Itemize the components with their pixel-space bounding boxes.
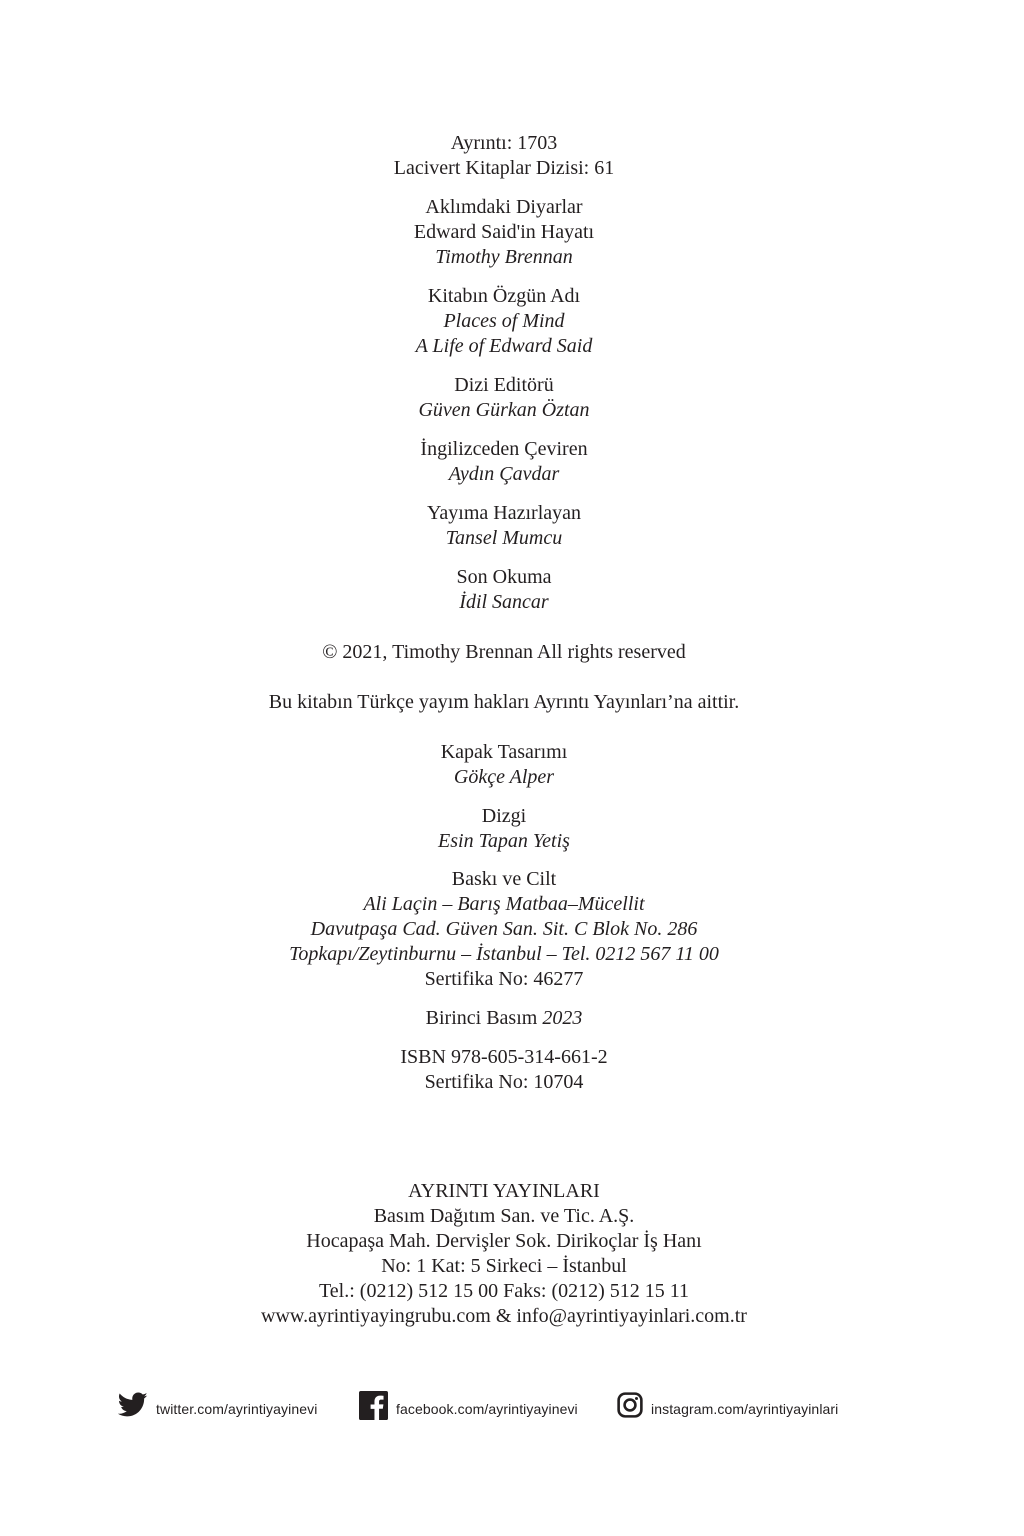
publisher-certificate: Sertifika No: 10704 [424, 1071, 584, 1093]
twitter-icon [118, 1392, 148, 1418]
publisher-web: www.ayrintiyayingrubu.com & info@ayrintiyayinlari.com.tr [261, 1305, 747, 1327]
series-editor-name: Güven Gürkan Öztan [418, 399, 590, 421]
publisher-line: Hocapaşa Mah. Dervişler Sok. Dirikoçlar İş Hanı [306, 1230, 702, 1252]
printing-line: Ali Laçin – Barış Matbaa–Mücellit [363, 893, 645, 915]
proofreading-label: Son Okuma [456, 566, 552, 588]
publisher-line: Tel.: (0212) 512 15 00 Faks: (0212) 512 15 11 [318, 1280, 690, 1302]
series-name: Lacivert Kitaplar Dizisi: 61 [393, 157, 615, 179]
publisher-block [0, 1179, 1008, 1329]
editor-block [0, 501, 1008, 551]
social-facebook[interactable] [359, 1388, 578, 1422]
facebook-link[interactable]: facebook.com/ayrintiyayinevi [396, 1401, 578, 1417]
series-editor-label: Dizi Editörü [454, 374, 554, 396]
publisher-name: AYRINTI YAYINLARI [408, 1180, 600, 1202]
facebook-icon [359, 1391, 388, 1420]
book-subtitle: Edward Said'in Hayatı [413, 221, 595, 243]
rights-notice: Bu kitabın Türkçe yayım hakları Ayrıntı Yayınları’na aittir. [268, 691, 740, 713]
edition-block [0, 1006, 1008, 1031]
printing-line: Topkapı/Zeytinburnu – İstanbul – Tel. 0212 567 11 00 [289, 943, 719, 965]
editor-label: Yayıma Hazırlayan [426, 502, 582, 524]
social-twitter[interactable] [118, 1388, 317, 1422]
translator-name: Aydın Çavdar [448, 463, 560, 485]
series-block [0, 131, 1008, 181]
proofreading-block [0, 565, 1008, 615]
book-block [0, 195, 1008, 270]
book-author: Timothy Brennan [435, 246, 573, 268]
copyright-block [0, 640, 1008, 665]
social-instagram[interactable] [617, 1388, 838, 1422]
typesetting-name: Esin Tapan Yetiş [438, 830, 570, 852]
typesetting-block [0, 804, 1008, 854]
translator-label: İngilizceden Çeviren [420, 438, 588, 460]
translator-block [0, 437, 1008, 487]
instagram-link[interactable]: instagram.com/ayrintiyayinlari [651, 1401, 839, 1417]
edition-label: Birinci Basım [425, 1007, 538, 1029]
twitter-link[interactable]: twitter.com/ayrintiyayinevi [156, 1401, 318, 1417]
typesetting-label: Dizgi [481, 805, 527, 827]
proofreading-name: İdil Sancar [459, 591, 549, 613]
editor-name: Tansel Mumcu [445, 527, 563, 549]
cover-name: Gökçe Alper [453, 766, 555, 788]
original-title-block [0, 284, 1008, 359]
cover-label: Kapak Tasarımı [440, 741, 568, 763]
book-title: Aklımdaki Diyarlar [425, 196, 583, 218]
publisher-line: No: 1 Kat: 5 Sirkeci – İstanbul [381, 1255, 627, 1277]
series-number: Ayrıntı: 1703 [450, 132, 558, 154]
printing-block [0, 867, 1008, 992]
printing-line: Davutpaşa Cad. Güven San. Sit. C Blok No. 286 [310, 918, 698, 940]
publisher-line: Basım Dağıtım San. ve Tic. A.Ş. [373, 1205, 635, 1227]
isbn-block [0, 1045, 1008, 1095]
printing-certificate: Sertifika No: 46277 [424, 968, 584, 990]
original-subtitle: A Life of Edward Said [415, 335, 593, 357]
edition-line [0, 1006, 1008, 1031]
printing-label: Baskı ve Cilt [451, 868, 557, 890]
rights-block [0, 690, 1008, 715]
edition-year: 2023 [542, 1007, 583, 1029]
cover-block [0, 740, 1008, 790]
isbn: ISBN 978-605-314-661-2 [400, 1046, 608, 1068]
instagram-icon [617, 1392, 643, 1418]
series-editor-block [0, 373, 1008, 423]
original-title-label: Kitabın Özgün Adı [427, 285, 581, 307]
original-title: Places of Mind [443, 310, 565, 332]
social-links [0, 1388, 1024, 1428]
copyright-notice: © 2021, Timothy Brennan All rights reserved [322, 641, 686, 663]
